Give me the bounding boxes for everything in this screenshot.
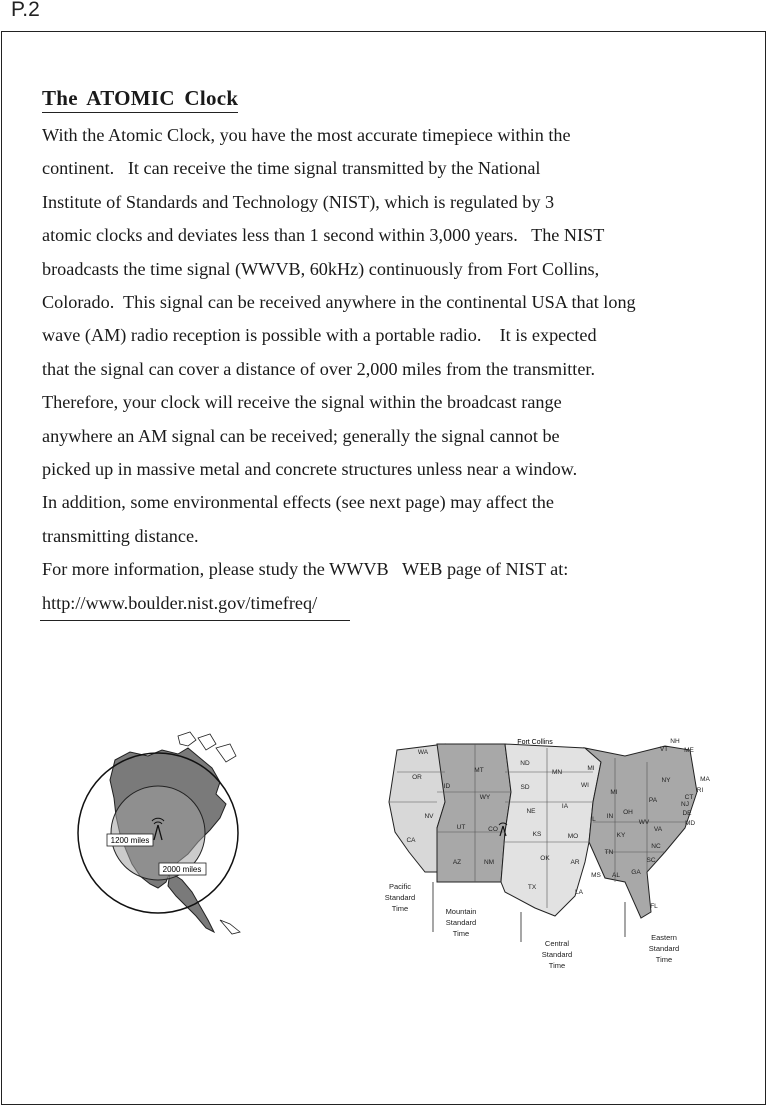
zone-label: Eastern — [651, 933, 677, 942]
state-label: MD — [684, 820, 696, 827]
url-underline — [40, 620, 350, 621]
inner-range-label: 1200 miles — [110, 836, 150, 845]
state-label: PA — [648, 797, 658, 804]
state-label: NJ — [681, 801, 689, 808]
zone-label: Time — [391, 904, 409, 913]
range-map — [70, 730, 250, 945]
state-label: KS — [532, 831, 542, 838]
body-line: picked up in massive metal and concrete structures unless near a window. — [42, 459, 578, 480]
zone-label: Standard — [445, 918, 477, 927]
state-label: LA — [575, 889, 583, 896]
us-timezone-map — [375, 732, 720, 974]
state-label: TN — [604, 849, 614, 856]
state-label: MT — [474, 767, 484, 774]
state-label: MS — [591, 872, 601, 879]
body-line: continent. It can receive the time signal transmitted by the National — [42, 158, 541, 179]
heading: The ATOMIC Clock — [42, 86, 238, 113]
state-label: NY — [661, 777, 671, 784]
zone-label: Pacific — [388, 882, 412, 891]
state-label: IA — [561, 803, 569, 810]
state-label: RI — [696, 787, 704, 794]
state-label: GA — [631, 869, 641, 876]
zone-label: Time — [655, 955, 673, 964]
zone-label: Central — [544, 939, 570, 948]
zone-label: Time — [452, 929, 470, 938]
state-label: OH — [623, 809, 633, 816]
outer-range-label: 2000 miles — [162, 865, 202, 874]
state-label: SC — [646, 857, 656, 864]
body-line: broadcasts the time signal (WWVB, 60kHz) continuously from Fort Collins, — [42, 258, 600, 279]
body-line: transmitting distance. — [42, 525, 199, 546]
state-label: NH — [670, 738, 680, 745]
state-label: ID — [443, 783, 451, 790]
body-line: In addition, some environmental effects (see next page) may affect the — [42, 492, 554, 513]
url-line[interactable]: http://www.boulder.nist.gov/timefreq/ — [42, 592, 318, 613]
body-line: With the Atomic Clock, you have the most accurate timepiece within the — [42, 125, 571, 145]
state-label: NE — [526, 808, 536, 815]
state-label: OK — [540, 855, 550, 862]
state-label: AR — [570, 859, 580, 866]
body-line: Colorado. This signal can be received anywhere in the continental USA that long — [42, 292, 636, 313]
state-label: MI — [587, 765, 595, 772]
state-label: KY — [616, 832, 626, 839]
state-label: CT — [684, 794, 694, 801]
state-label: WY — [479, 794, 491, 801]
state-label: TX — [527, 884, 537, 891]
body-line: wave (AM) radio reception is possible with a portable radio. It is expected — [42, 325, 597, 346]
state-label: FL — [650, 903, 658, 910]
body-text — [42, 119, 636, 620]
state-label: ME — [684, 747, 694, 754]
state-label: DE — [682, 810, 692, 817]
page-number: P.2 — [11, 0, 40, 21]
state-label: WI — [581, 782, 589, 789]
zone-label: Mountain — [445, 907, 477, 916]
state-label: CO — [488, 826, 498, 833]
state-label: VT — [659, 746, 669, 753]
state-label: CA — [406, 837, 416, 844]
state-label: MN — [551, 769, 563, 776]
state-label: NV — [424, 813, 434, 820]
body-line: For more information, please study the WWVB WEB page of NIST at: — [42, 559, 569, 580]
zone-label: Time — [548, 961, 566, 970]
state-label: MO — [567, 833, 579, 840]
state-label: ND — [520, 760, 530, 767]
body-line: anywhere an AM signal can be received; generally the signal cannot be — [42, 425, 560, 446]
timezone-regions — [389, 744, 697, 918]
zone-label: Standard — [541, 950, 573, 959]
transmitter-label: Fort Collins — [517, 739, 553, 746]
state-label: UT — [456, 824, 466, 831]
state-label: WA — [417, 749, 429, 756]
body-line: atomic clocks and deviates less than 1 second within 3,000 years. The NIST — [42, 225, 605, 246]
state-label: NM — [483, 859, 495, 866]
state-label: AZ — [452, 859, 462, 866]
state-label: IL — [590, 816, 596, 823]
state-label: MI — [610, 789, 618, 796]
zone-label: Standard — [648, 944, 680, 953]
body-line: Therefore, your clock will receive the signal within the broadcast range — [42, 392, 562, 413]
state-label: SD — [520, 784, 530, 791]
zone-label: Standard — [384, 893, 416, 902]
state-label: AL — [612, 872, 620, 879]
state-label: VA — [653, 826, 663, 833]
state-label: NC — [651, 843, 661, 850]
state-label: WV — [638, 819, 650, 826]
body-line: that the signal can cover a distance of over 2,000 miles from the transmitter. — [42, 358, 596, 379]
body-line: Institute of Standards and Technology (NIST), which is regulated by 3 — [42, 191, 555, 212]
state-label: OR — [412, 774, 422, 781]
state-label: MA — [700, 776, 710, 783]
state-label: IN — [606, 813, 614, 820]
